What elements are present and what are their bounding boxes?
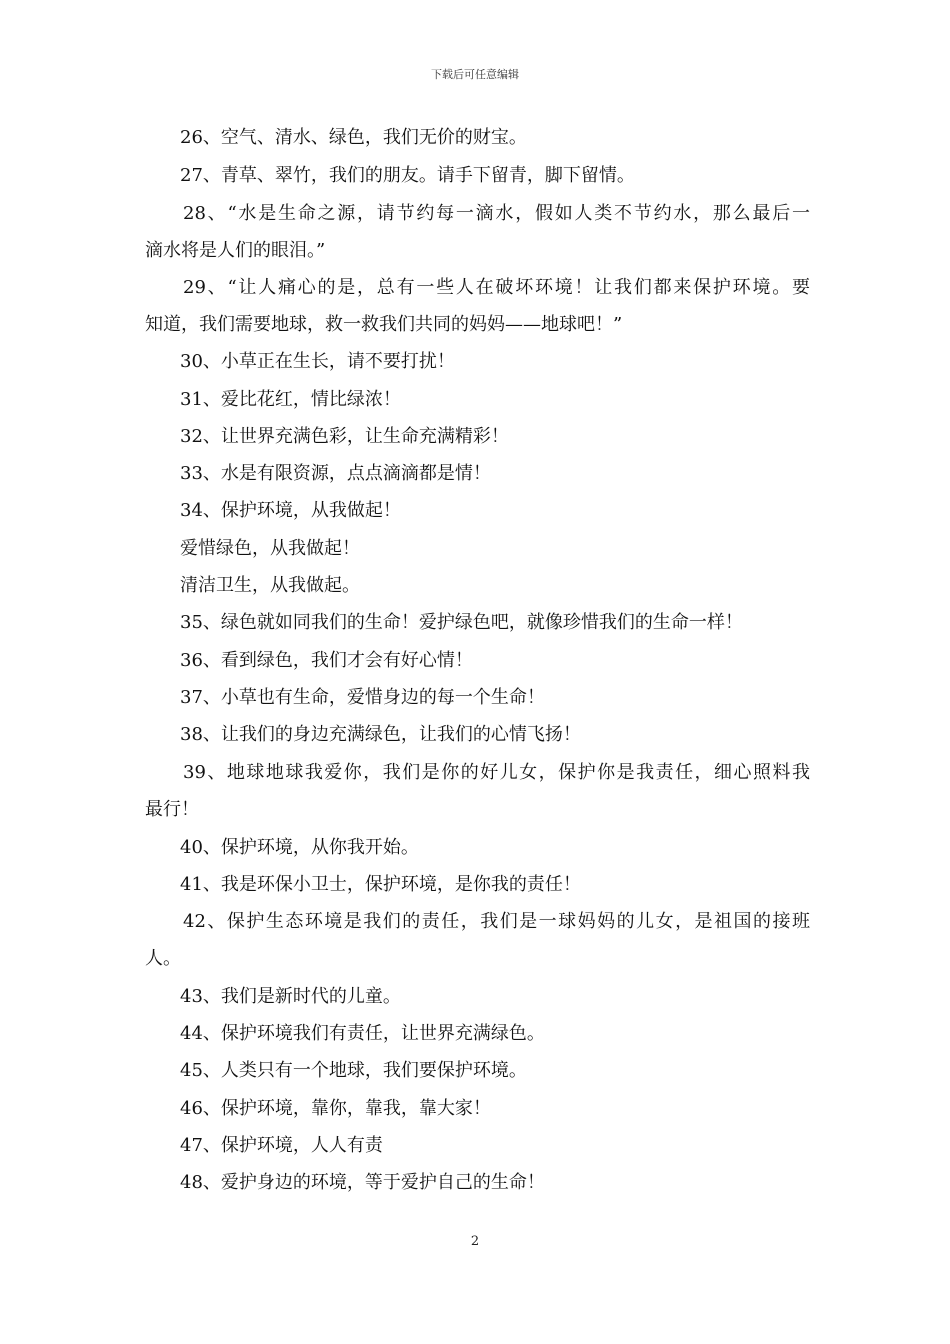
text-line: 46、保护环境，靠你，靠我，靠大家！ — [180, 1098, 491, 1119]
text-line: 36、看到绿色，我们才会有好心情！ — [180, 650, 473, 671]
text-line: 爱惜绿色，从我做起！ — [180, 538, 360, 559]
text-line: 37、小草也有生命，爱惜身边的每一个生命！ — [180, 687, 545, 708]
text-line: 44、保护环境我们有责任，让世界充满绿色。 — [180, 1023, 545, 1044]
text-line: 48、爱护身边的环境，等于爱护自己的生命！ — [180, 1172, 545, 1193]
text-line: 33、水是有限资源，点点滴滴都是情！ — [180, 463, 491, 484]
text-line: 45、人类只有一个地球，我们要保护环境。 — [180, 1060, 527, 1081]
text-line: 26、空气、清水、绿色，我们无价的财宝。 — [180, 127, 527, 148]
page-number: 2 — [470, 1234, 480, 1249]
text-line: 28、“水是生命之源，请节约每一滴水，假如人类不节约水，那么最后一 — [183, 203, 810, 224]
text-line: 滴水将是人们的眼泪。” — [145, 240, 326, 261]
text-line: 41、我是环保小卫士，保护环境，是你我的责任！ — [180, 874, 581, 895]
text-line: 29、“让人痛心的是，总有一些人在破坏环境！让我们都来保护环境。要 — [183, 277, 810, 298]
text-line: 34、保护环境，从我做起！ — [180, 500, 401, 521]
text-line: 38、让我们的身边充满绿色，让我们的心情飞扬！ — [180, 724, 581, 745]
text-line: 31、爱比花红，情比绿浓！ — [180, 389, 401, 410]
text-line: 最行！ — [145, 799, 199, 820]
page-header: 下载后可任意编辑 — [431, 68, 519, 81]
text-line: 27、青草、翠竹，我们的朋友。请手下留青，脚下留情。 — [180, 165, 635, 186]
text-line: 清洁卫生，从我做起。 — [180, 575, 360, 596]
text-line: 35、绿色就如同我们的生命！爱护绿色吧，就像珍惜我们的生命一样！ — [180, 612, 743, 633]
text-line: 42、保护生态环境是我们的责任，我们是一球妈妈的儿女，是祖国的接班 — [183, 911, 810, 932]
text-line: 40、保护环境，从你我开始。 — [180, 837, 419, 858]
text-line: 39、地球地球我爱你，我们是你的好儿女，保护你是我责任，细心照料我 — [183, 762, 810, 783]
text-line: 43、我们是新时代的儿童。 — [180, 986, 401, 1007]
text-line: 30、小草正在生长，请不要打扰！ — [180, 351, 455, 372]
text-line: 47、保护环境，人人有责 — [180, 1135, 383, 1156]
text-line: 人。 — [145, 948, 181, 969]
text-line: 知道，我们需要地球，救一救我们共同的妈妈——地球吧！” — [145, 314, 623, 335]
text-line: 32、让世界充满色彩，让生命充满精彩！ — [180, 426, 509, 447]
